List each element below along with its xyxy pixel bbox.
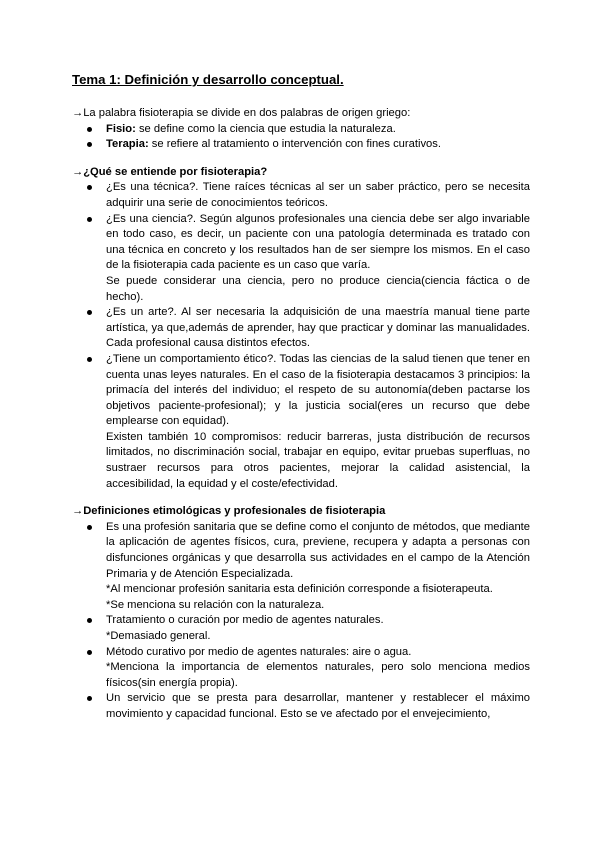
list-item — [106, 137, 530, 153]
list-item — [106, 305, 530, 352]
intro-text: La palabra fisioterapia se divide en dos palabras de origen griego: — [83, 107, 411, 119]
item-text: ¿Tiene un comportamiento ético?. Todas las ciencias de la salud tienen que tener en cuenta unas leyes naturales. En el caso de la fisioterapia destacamos 3 principios: la primacía del interés del individuo; el respeto de su autonomía(deben pactarse los objetivos paciente-profesional); y la justicia social(eres un recurso que debe emplearse con equidad). — [106, 352, 530, 428]
list-item — [106, 180, 530, 211]
arrow-icon: → — [72, 107, 84, 119]
section-list — [72, 520, 530, 723]
item-extra: Existen también 10 compromisos: reducir barreras, justa distribución de recursos limitados, no discriminación social, trabajar en equipo, evitar pruebas superfluas, no sustraer recursos para otros pacientes, mejorar la calidad asistencial, la accesibilidad, la equidad y el coste/efectividad. — [106, 430, 530, 490]
item-note: *Se menciona su relación con la naturaleza. — [106, 598, 325, 611]
list-item — [106, 645, 530, 692]
item-extra: Se puede considerar una ciencia, pero no produce ciencia(ciencia fáctica o de hecho). — [106, 274, 530, 303]
item-note: *Al mencionar profesión sanitaria esta definición corresponde a fisioterapeuta. — [106, 583, 493, 596]
item-text: ¿Es un arte?. Al ser necesaria la adquisición de una maestría manual tiene parte artística, ya que,además de aprender, hay que practicar y dominar las manualidades. Cada profesional causa distintos efectos. — [106, 306, 530, 350]
section-heading — [72, 504, 530, 520]
item-text: Método curativo por medio de agentes naturales: aire o agua. — [106, 645, 412, 658]
intro-line — [72, 106, 530, 122]
item-text: ¿Es una ciencia?. Según algunos profesionales una ciencia debe ser algo invariable en todo caso, es decir, un paciente con una patología determinada es tratado con una técnica en concreto y los resultados han de ser siempre los mismos. En el caso de la fisioterapia cada paciente es un caso que varía. — [106, 212, 530, 272]
section-what-is-physiotherapy — [72, 165, 530, 492]
list-item — [106, 520, 530, 614]
list-item — [106, 212, 530, 306]
arrow-icon: → — [72, 505, 84, 518]
item-text: Es una profesión sanitaria que se define como el conjunto de métodos, que mediante la aplicación de agentes físicos, cura, previene, recupera y adapta a personas con disfunciones orgánicas y que desarrolla sus actividades en el campo de la Atención Primaria y de Atención Especializada. — [106, 520, 530, 580]
item-note: *Menciona la importancia de elementos naturales, pero solo menciona medios físicos(sin energía propia). — [106, 661, 530, 689]
page-title: Tema 1: Definición y desarrollo conceptual. — [72, 72, 344, 87]
section-definitions — [72, 504, 530, 722]
item-text: ¿Es una técnica?. Tiene raíces técnicas al ser un saber práctico, pero se necesita adquirir una serie de conocimientos teóricos. — [106, 181, 530, 209]
section-heading-text: Definiciones etimológicas y profesionales de fisioterapia — [83, 505, 386, 518]
item-text: Tratamiento o curación por medio de agentes naturales. — [106, 614, 384, 627]
section-heading-text: ¿Qué se entiende por fisioterapia? — [83, 165, 268, 178]
section-heading — [72, 165, 530, 181]
section-list — [72, 180, 530, 492]
intro-block — [72, 106, 530, 153]
term-definition: se define como la ciencia que estudia la naturaleza. — [135, 122, 396, 135]
term-label: Terapia: — [106, 138, 149, 151]
item-text: Un servicio que se presta para desarrollar, mantener y restablecer el máximo movimiento y capacidad funcional. Esto se ve afectado por el envejecimiento, — [106, 692, 530, 720]
item-note: *Demasiado general. — [106, 630, 211, 642]
intro-list — [72, 122, 530, 153]
term-definition: se refiere al tratamiento o intervención con fines curativos. — [148, 138, 441, 151]
term-label: Fisio: — [106, 122, 136, 135]
list-item — [106, 691, 530, 722]
list-item — [106, 613, 530, 644]
list-item — [106, 122, 530, 138]
list-item — [106, 352, 530, 492]
arrow-icon: → — [72, 165, 84, 178]
